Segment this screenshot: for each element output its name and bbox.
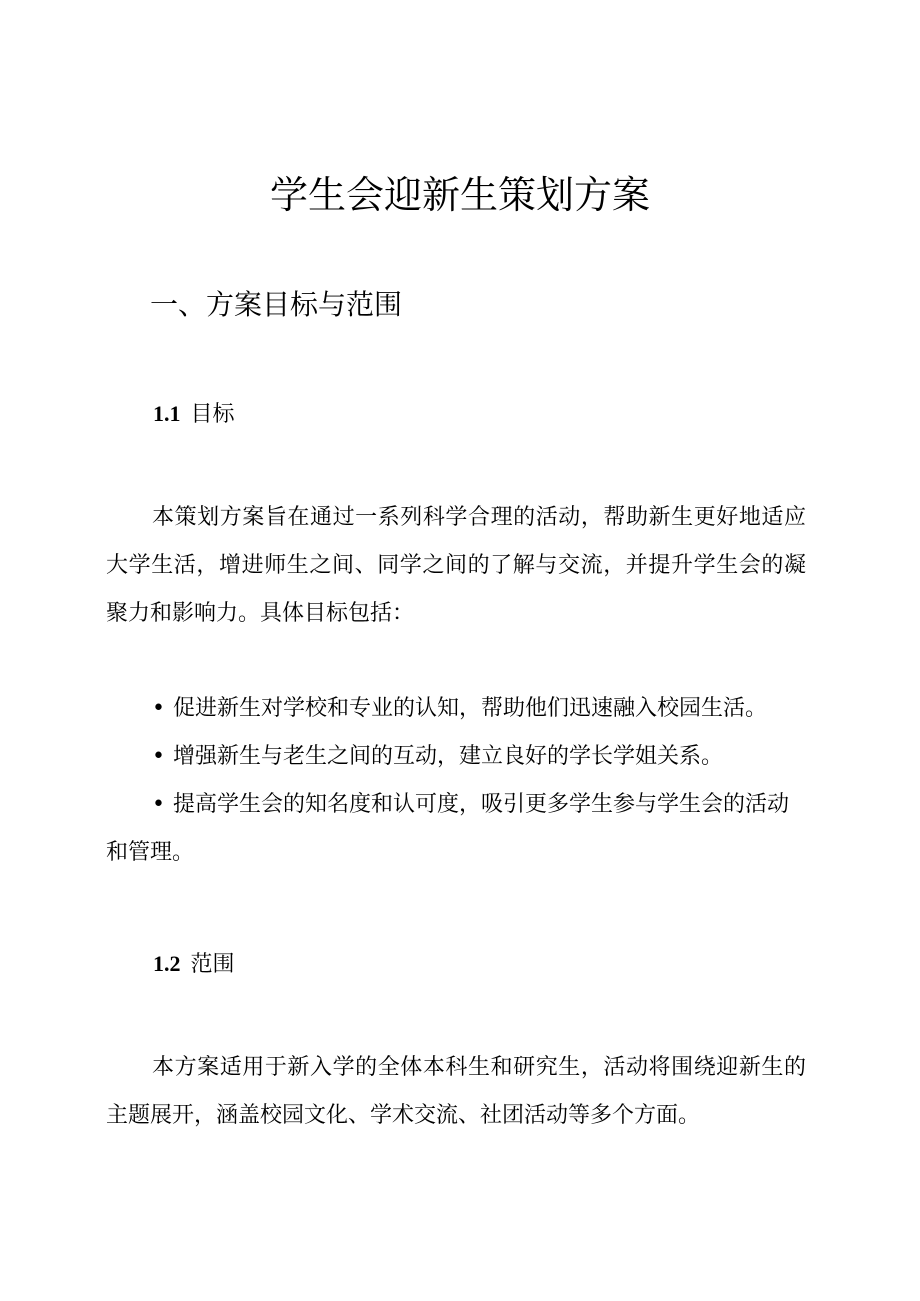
bullet-text: 提高学生会的知名度和认可度，吸引更多学生参与学生会的活动和管理。 bbox=[106, 792, 789, 865]
list-item bbox=[106, 781, 806, 877]
subsection-number: 1.1 bbox=[153, 401, 181, 426]
subsection-heading-scope bbox=[153, 946, 235, 983]
bullet-icon: • bbox=[152, 744, 165, 769]
bullet-text: 增强新生与老生之间的互动，建立良好的学长学姐关系。 bbox=[172, 744, 723, 769]
goals-paragraph: 本策划方案旨在通过一系列科学合理的活动，帮助新生更好地适应大学生活，增进师生之间、同学之间的了解与交流，并提升学生会的凝聚力和影响力。具体目标包括： bbox=[106, 505, 806, 626]
list-item bbox=[106, 733, 806, 781]
document-title: 学生会迎新生策划方案 bbox=[269, 173, 650, 217]
bullet-icon: • bbox=[152, 792, 165, 817]
subsection-label: 范围 bbox=[190, 952, 235, 977]
goals-bullet-list bbox=[106, 685, 806, 877]
subsection-label: 目标 bbox=[190, 402, 235, 427]
subsection-heading-goals bbox=[153, 396, 235, 433]
bullet-icon: • bbox=[152, 696, 165, 721]
list-item bbox=[106, 685, 806, 733]
bullet-text: 促进新生对学校和专业的认知，帮助他们迅速融入校园生活。 bbox=[172, 696, 767, 721]
subsection-number: 1.2 bbox=[153, 951, 181, 976]
section-heading-goals-scope: 一、方案目标与范围 bbox=[150, 288, 403, 321]
scope-paragraph: 本方案适用于新入学的全体本科生和研究生，活动将围绕迎新生的主题展开，涵盖校园文化、学术交流、社团活动等多个方面。 bbox=[106, 1055, 806, 1128]
